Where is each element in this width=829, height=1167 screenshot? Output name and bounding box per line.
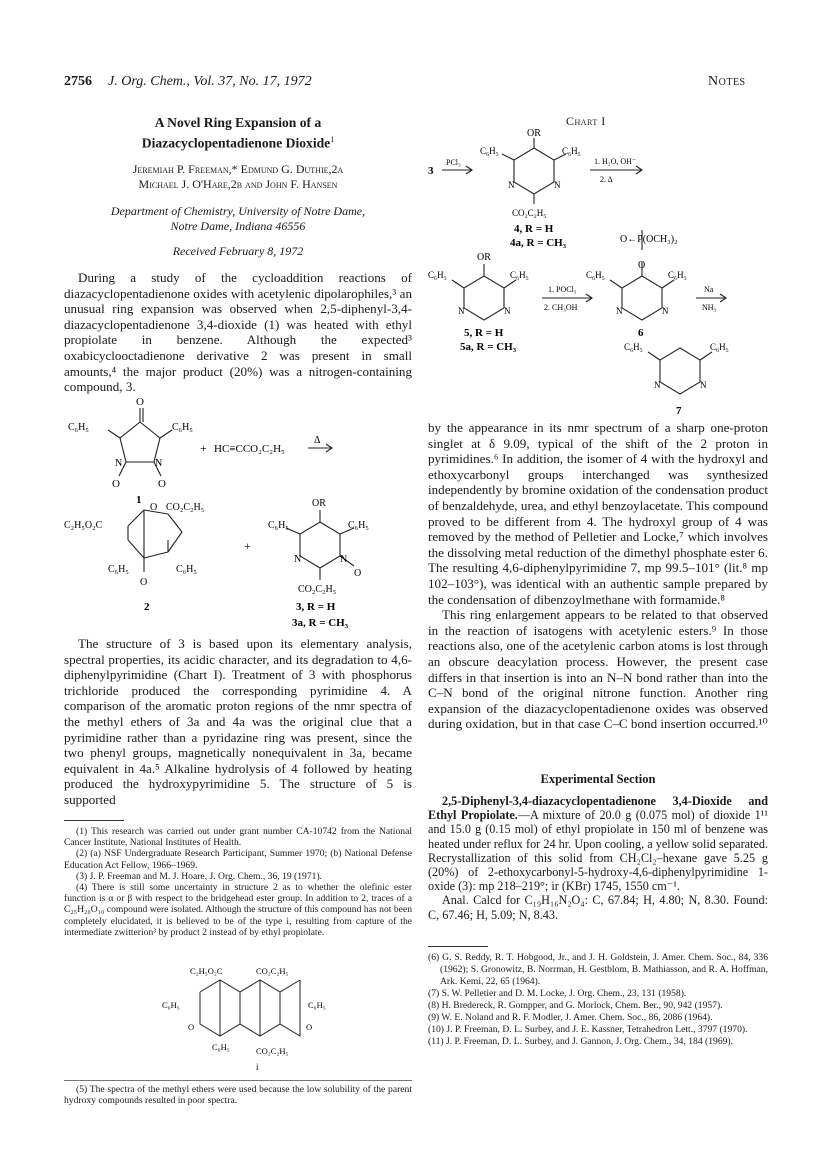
structure-i [160, 964, 360, 1074]
chart5-n-right: N [504, 306, 511, 316]
chart-reagent-hydrolysis-2: 2. Δ [600, 175, 613, 184]
chart-reagent-hydrolysis-1: 1. H₂O, OH⁻ [594, 157, 637, 166]
scheme2-ester-right: CO₂C₂H₅ [166, 502, 205, 513]
scheme2-label: 2 [144, 601, 150, 613]
scheme2-ester-left: C₂H₅O₂C [64, 520, 103, 531]
reference-8: (8) H. Bredereck, R. Gompper, and G. Morlock, Chem. Ber., 90, 942 (1957). [428, 1000, 723, 1011]
chart-label-5: 5, R = H [464, 327, 504, 339]
footnote-rule [64, 820, 124, 821]
reference-6: (6) G. S. Reddy, R. T. Hobgood, Jr., and J. H. Goldstein, J. Amer. Chem. Soc., 84, 336 (1962); S. Gronowitz, B. Norrman, H. Gestblom, B. Mathiasson, and R. A. Hoffman, Ark. Kemi, 22, 65 (1964). [428, 952, 768, 987]
scheme2-carbonyl-o: O [140, 577, 148, 588]
chart4-ph-left: C₆H₅ [480, 146, 499, 156]
footnote-5: (5) The spectra of the methyl ethers were used because the low solubility of the parent hydroxy compounds resulted in poor spectra. [64, 1084, 412, 1107]
scheme2-ph-left: C₆H₅ [108, 564, 129, 575]
scheme3-label-3: 3, R = H [296, 601, 336, 613]
scheme-structure-1 [64, 390, 412, 630]
chart6-o: O [638, 260, 646, 271]
scheme1-label-1: 1 [136, 494, 142, 506]
title-block [64, 114, 412, 259]
body-paragraph-4: This ring enlargement appears to be related to that observed in the reaction of isatogens with acetylenic esters.⁹ In those reactions also, one of the acetylenic carbon atoms is lost through an obscure deacylation process. However, the present case differs in that insertion is into an N–N bond rather than into the C–N bond of the original nitrone function. Another ring expansion of the diazacyclopentadienone oxides was observed during oxidation, but in that case C–C bond insertion occurred.¹⁰ [428, 607, 768, 732]
chart6-n-left: N [616, 306, 623, 316]
chart-reagent-pocl3-1: 1. POCl₃ [548, 285, 577, 294]
struct-i-o-left: O [188, 1022, 195, 1032]
struct-i-ester-right: CO₂C₂H₅ [256, 966, 289, 976]
chart-reagent-na: Na [704, 285, 714, 294]
chart5-ph-left: C₆H₅ [428, 270, 447, 280]
struct-i-ph-right: C₆H₅ [308, 1000, 326, 1010]
body-paragraph-3: by the appearance in its nmr spectrum of a sharp one-proton singlet at δ 9.09, typical of the shift of the 2 proton in pyrimidines.⁶ In addition, the isomer of 4 with the hydroxyl and ethoxycarbonyl groups interchanged was synthesized independently by bromine oxidation of the condensation product of benzaldehyde, urea, and ethyl benzoylacetate. This compound proved to be different from 4. The hydroxyl group of 4 was removed by the method of Pelletier and Locke,⁷ which involves the dissolving metal reduction of the dimethyl phosphate ester 6. The resulting 4,6-diphenylpyrimidine 7, mp 99.5–101° (lit.⁸ mp 102–103°), was identical with an authentic sample prepared by the condensation of dibenzoylmethane with formamide.⁸ [428, 420, 768, 607]
footnote-4: (4) There is still some uncertainty in structure 2 as to whether the olefinic ester function is α or β with respect to the bridgehead ester group. In addition to 2, traces of a C₂₅H₂₀O₁₀ compound were isolated. Although the structure of this compound has not been completely elucidated, it is believed to be of the type i, resulting from capture of the intermediate zwitterion³ by product 2 instead of by ethyl propiolate. [64, 882, 412, 938]
footnotes-left [64, 826, 412, 938]
reference-9: (9) W. E. Noland and R. F. Modler, J. Amer. Chem. Soc., 86, 2086 (1964). [428, 1012, 713, 1023]
chart-label: Chart I [566, 114, 606, 128]
struct-i-ph-left: C₆H₅ [162, 1000, 180, 1010]
footnote5-rule [64, 1080, 412, 1081]
received-date: Received February 8, 1972 [172, 243, 304, 258]
experimental-procedure: —A mixture of 20.0 g (0.075 mol) of dioxide 1¹¹ and 15.0 g (0.15 mol) of ethyl propiolate in 150 ml of benzene was heated under reflux for 24 hr. Upon cooling, a yellow solid separated. Recrystallization of this solid from CH₂Cl₂–hexane gave 5.25 g (20%) of 2-ethoxycarbonyl-5-hydroxy-4,6-diphenylpyrimidine 1-oxide (3): mp 218–219°; ir (KBr) 1745, 1550 cm⁻¹. [428, 808, 768, 894]
scheme3-n-right: N [340, 554, 348, 565]
chart7-n-left: N [654, 380, 661, 390]
scheme2-ph-right: C₆H₅ [176, 564, 197, 575]
scheme3-ester: CO₂C₂H₅ [298, 584, 337, 595]
scheme1-ph-right: C₆H₅ [172, 422, 193, 433]
chart-reagent-pocl3-2: 2. CH₃OH [544, 303, 578, 312]
chart4-ester: CO₂C₂H₅ [512, 208, 547, 218]
reference-10: (10) J. P. Freeman, D. L. Surbey, and J. E. Kassner, Tetrahedron Lett., 3797 (1970). [428, 1024, 748, 1035]
reference-7: (7) S. W. Pelletier and D. M. Locke, J. Org. Chem., 23, 131 (1958). [428, 988, 687, 999]
chart-label-5a: 5a, R = CH₃ [460, 341, 517, 353]
references-rule [428, 946, 488, 947]
scheme1-o-right: O [158, 478, 166, 490]
affiliation-line1: Department of Chemistry, University of Notre Dame, [110, 203, 366, 218]
references-right [428, 952, 768, 1048]
authors-line2: Michael J. O'Hare,2b and John F. Hansen [138, 176, 338, 191]
chart7-ph-right: C₆H₅ [710, 342, 729, 352]
scheme3-oxide: O [354, 568, 362, 579]
scheme1-n-left: N [115, 458, 123, 469]
chart-label-4: 4, R = H [514, 223, 554, 235]
body-paragraph-1: During a study of the cycloaddition reactions of diazacyclopentadienone oxides with acetylenic dipolarophiles,³ an unusual ring expansion was observed when 2,5-diphenyl-3,4-diazacyclopentadienone 3,4-dioxide (1) was heated with ethyl propiolate in benzene. Although the expected³ oxabicyclooctadienone derivative 2 was present in small amounts,⁴ the major product (20%) was a nitrogen-containing compound, 3. [64, 270, 412, 395]
experimental-text [428, 794, 768, 922]
section-name: Notes [708, 74, 746, 89]
chart6-ph-right: C₆H₅ [668, 270, 687, 280]
chart5-n-left: N [458, 306, 465, 316]
scheme1-ph-left: C₆H₅ [68, 422, 89, 433]
chart-label-6: 6 [638, 327, 644, 339]
struct-i-ester-left: C₂H₅O₂C [190, 966, 223, 976]
journal-citation: J. Org. Chem., Vol. 37, No. 17, 1972 [108, 74, 312, 89]
scheme3-ph-right: C₆H₅ [348, 520, 369, 531]
scheme3-or: OR [312, 498, 326, 509]
affiliation-line2: Notre Dame, Indiana 46556 [170, 218, 306, 233]
footnote-2: (2) (a) NSF Undergraduate Research Participant, Summer 1970; (b) National Defense Education Act Fellow, 1966–1969. [64, 848, 412, 871]
scheme3-label-3a: 3a, R = CH₃ [292, 617, 349, 629]
body-right-column [428, 420, 768, 732]
scheme2-plus: + [244, 539, 251, 553]
experimental-lead: 2,5-Diphenyl-3,4-diazacyclopentadienone 3,4-Dioxide and Ethyl Propiolate. [428, 794, 768, 823]
article-title-line1: A Novel Ring Expansion of a [154, 115, 322, 130]
chart4-ph-right: C₆H₅ [562, 146, 581, 156]
chart-label-4a: 4a, R = CH₃ [510, 237, 567, 249]
chart6-phosphate: O←P(OCH₃)₂ [620, 234, 678, 245]
struct-i-label: i [256, 1062, 259, 1072]
chart7-n-right: N [700, 380, 707, 390]
scheme1-o-left: O [112, 478, 120, 490]
scheme1-carbonyl-o: O [136, 396, 144, 408]
experimental-heading: Experimental Section [540, 772, 656, 786]
scheme1-n-right: N [155, 458, 163, 469]
chart-1-scheme [424, 128, 768, 418]
scheme1-reagent: HC≡CCO₂C₂H₅ [214, 443, 285, 455]
scheme2-o-bridge: O [150, 502, 158, 513]
article-title-line2: Diazacyclopentadienone Dioxide$^1$ [141, 135, 335, 151]
scheme1-plus: + [200, 441, 207, 455]
chart4-n-right: N [554, 180, 561, 190]
chart6-n-right: N [662, 306, 669, 316]
authors-line1: Jeremiah P. Freeman,* Edmund G. Duthie,2a [132, 161, 344, 176]
experimental-analysis: Anal. Calcd for C₁₉H₁₆N₂O₄: C, 67.84; H, 4.80; N, 8.30. Found: C, 67.46; H, 5.09; N, 8.43. [428, 893, 768, 922]
chart7-ph-left: C₆H₅ [624, 342, 643, 352]
scheme3-ph-left: C₆H₅ [268, 520, 289, 531]
chart4-or: OR [527, 128, 541, 139]
page-number: 2756 [64, 74, 92, 89]
body-paragraph-2: The structure of 3 is based upon its elementary analysis, spectral properties, its acidic character, and its degradation to 4,6-diphenylpyrimidine (Chart I). Treatment of 3 with phosphorus trichloride produced the corresponding pyrimidine 4. A comparison of the aromatic proton regions of the nmr spectra of the methyl ethers of 3a and 4a was the original clue that a pyrimidine rather than a pyridazine ring was present, since the two phenyl groups, magnetically nonequivalent in 3a, became equivalent in 4a.⁵ Alkaline hydrolysis of 4 followed by heating produced the hydroxypyrimidine 5. The structure of 5 is supported [64, 636, 412, 807]
struct-i-o-right: O [306, 1022, 313, 1032]
scheme1-heat: Δ [314, 435, 321, 446]
reference-11: (11) J. P. Freeman, D. L. Surbey, and J. Gannon, J. Org. Chem., 34, 184 (1969). [428, 1036, 734, 1047]
chart-start-3: 3 [428, 165, 434, 177]
scheme3-n-left: N [294, 554, 302, 565]
struct-i-ester-bottom: CO₂C₂H₅ [256, 1046, 289, 1056]
chart5-or: OR [477, 252, 491, 263]
footnote-1: (1) This research was carried out under grant number CA-10742 from the National Cancer Institute, National Institutes of Health. [64, 826, 412, 849]
chart4-n-left: N [508, 180, 515, 190]
chart6-ph-left: C₆H₅ [586, 270, 605, 280]
chart-reagent-pcl3: PCl₃ [446, 158, 461, 167]
chart-reagent-nh3: NH₃ [702, 303, 717, 312]
chart-label-7: 7 [676, 405, 682, 417]
chart5-ph-right: C₆H₅ [510, 270, 529, 280]
footnote-3: (3) J. P. Freeman and M. J. Hoare, J. Org. Chem., 36, 19 (1971). [76, 870, 323, 882]
struct-i-ph-bottom: C₆H₅ [212, 1042, 230, 1052]
